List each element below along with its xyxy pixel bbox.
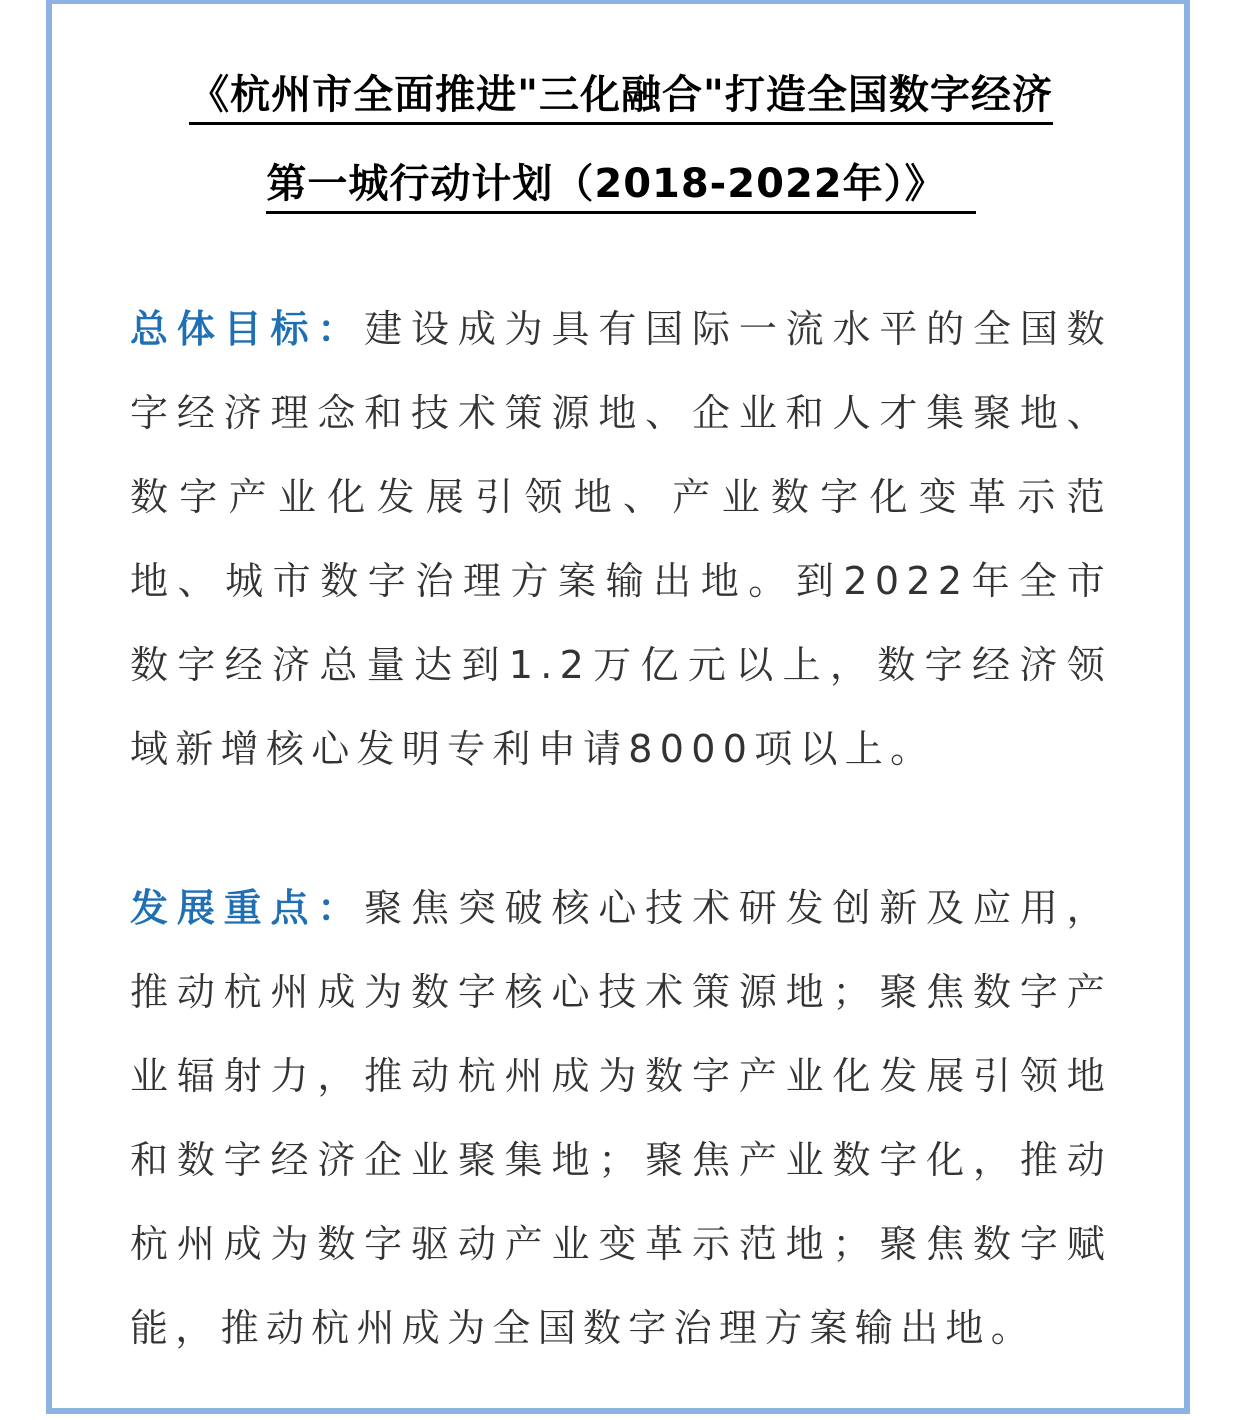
focus-label: 发展重点： — [130, 886, 365, 930]
goal-text: 建设成为具有国际一流水平的全国数字经济理念和技术策源地、企业和人才集聚地、数字产业化发展引领地、产业数字化变革示范地、城市数字治理方案输出地。到2022年全市数字经济总量达到1.2万亿元以上，数字经济领域新增核心发明专利申请8000项以上。 — [130, 307, 1112, 771]
document-title — [130, 0, 1112, 230]
focus-text: 聚焦突破核心技术研发创新及应用，推动杭州成为数字核心技术策源地；聚焦数字产业辐射力，推动杭州成为数字产业化发展引领地和数字经济企业聚集地；聚焦产业数字化，推动杭州成为数字驱动产业变革示范地；聚焦数字赋能，推动杭州成为全国数字治理方案输出地。 — [130, 886, 1112, 1350]
document-content — [130, 0, 1112, 1350]
title-line-1: 《杭州市全面推进"三化融合"打造全国数字经济 — [189, 68, 1053, 125]
title-line-2: 第一城行动计划（2018-2022年）》 — [266, 157, 975, 214]
goal-paragraph — [130, 287, 1112, 791]
goal-label: 总体目标： — [130, 307, 365, 351]
focus-paragraph — [130, 866, 1112, 1370]
